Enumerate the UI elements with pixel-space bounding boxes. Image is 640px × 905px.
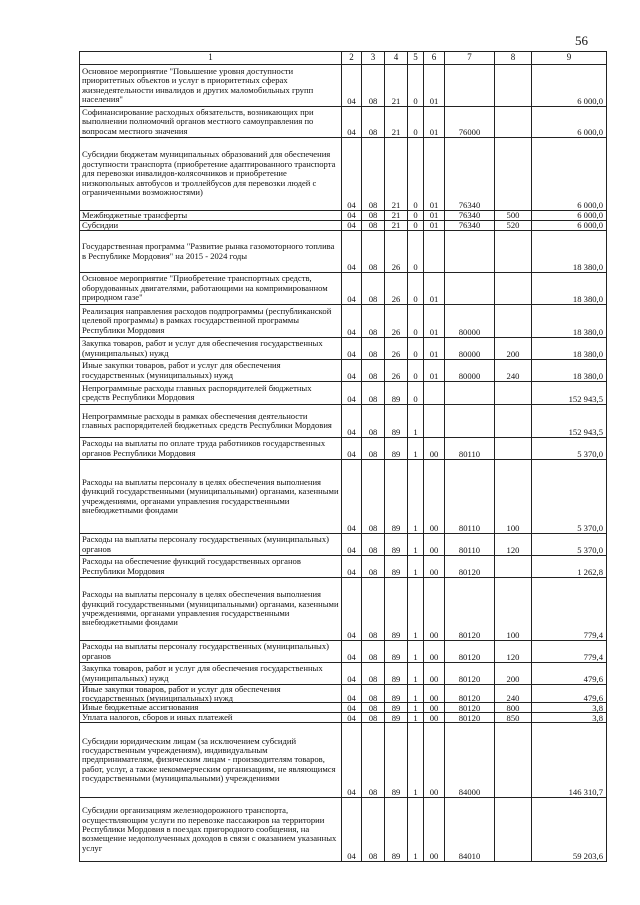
table-row: [80, 211, 607, 221]
row-cell-c7: 80120: [445, 641, 495, 663]
row-cell-c7: [445, 65, 495, 107]
row-cell-c2: 04: [342, 703, 362, 713]
row-cell-c4: 89: [385, 534, 408, 556]
row-cell-c7: 80120: [445, 663, 495, 685]
row-cell-c6: 00: [424, 713, 445, 723]
row-cell-c5: 0: [408, 273, 424, 305]
table-body: [80, 65, 607, 862]
row-name-cell: Непрограммные расходы главных распорядителей бюджетных средств Республики Мордовия: [80, 382, 342, 405]
row-name-cell: Расходы на выплаты по оплате труда работников государственных органов Республики Мордовия: [80, 438, 342, 460]
row-cell-c5: 1: [408, 556, 424, 578]
row-cell-c8: 200: [495, 663, 532, 685]
table-row: [80, 578, 607, 641]
row-cell-c2: 04: [342, 405, 362, 438]
row-cell-c6: 00: [424, 723, 445, 798]
row-cell-c2: 04: [342, 221, 362, 231]
row-name-cell: Субсидии юридическим лицам (за исключением субсидий государственным учреждениям), индивидуальным предпринимателям, физическим лицам - производителям товаров, работ, услуг, а также некоммерческим организациям, не являющимся государственными (муниципальными) учреждениями: [80, 723, 342, 798]
row-cell-c5: 1: [408, 641, 424, 663]
row-cell-c3: 08: [362, 405, 385, 438]
row-cell-c9: 18 380,0: [532, 360, 607, 382]
row-cell-c4: 89: [385, 405, 408, 438]
row-cell-c8: [495, 107, 532, 138]
row-cell-c4: 26: [385, 338, 408, 360]
row-cell-c7: 80000: [445, 360, 495, 382]
row-cell-c8: 800: [495, 703, 532, 713]
col-header-8: 8: [495, 52, 532, 65]
row-cell-c9: 59 203,6: [532, 798, 607, 862]
row-cell-c9: 6 000,0: [532, 107, 607, 138]
row-cell-c8: 500: [495, 211, 532, 221]
row-cell-c5: 1: [408, 703, 424, 713]
row-cell-c8: 850: [495, 713, 532, 723]
row-cell-c4: 89: [385, 578, 408, 641]
row-cell-c7: [445, 405, 495, 438]
row-cell-c3: 08: [362, 65, 385, 107]
col-header-6: 6: [424, 52, 445, 65]
table-row: [80, 360, 607, 382]
row-cell-c9: 479,6: [532, 685, 607, 703]
row-cell-c2: 04: [342, 273, 362, 305]
row-cell-c6: [424, 382, 445, 405]
row-cell-c8: [495, 231, 532, 273]
row-cell-c7: 80120: [445, 713, 495, 723]
row-cell-c4: 26: [385, 231, 408, 273]
row-cell-c9: 18 380,0: [532, 338, 607, 360]
row-cell-c4: 21: [385, 65, 408, 107]
col-header-7: 7: [445, 52, 495, 65]
row-name-cell: Иные бюджетные ассигнования: [80, 703, 342, 713]
row-cell-c3: 08: [362, 578, 385, 641]
row-cell-c5: 0: [408, 305, 424, 338]
row-cell-c5: 1: [408, 578, 424, 641]
row-cell-c6: 01: [424, 138, 445, 211]
row-cell-c9: 18 380,0: [532, 273, 607, 305]
row-cell-c5: 0: [408, 107, 424, 138]
row-cell-c5: 1: [408, 534, 424, 556]
row-cell-c6: 00: [424, 460, 445, 534]
row-cell-c9: 152 943,5: [532, 405, 607, 438]
table-row: [80, 798, 607, 862]
row-cell-c7: 80120: [445, 578, 495, 641]
row-cell-c2: 04: [342, 460, 362, 534]
row-cell-c8: 120: [495, 641, 532, 663]
col-header-4: 4: [385, 52, 408, 65]
row-cell-c6: 00: [424, 438, 445, 460]
table-row: [80, 703, 607, 713]
row-name-cell: Непрограммные расходы в рамках обеспечения деятельности главных распорядителей бюджетных средств Республики Мордовия: [80, 405, 342, 438]
row-cell-c3: 08: [362, 211, 385, 221]
row-cell-c6: 00: [424, 641, 445, 663]
row-cell-c9: 5 370,0: [532, 460, 607, 534]
row-cell-c4: 26: [385, 273, 408, 305]
row-name-cell: Иные закупки товаров, работ и услуг для обеспечения государственных (муниципальных) нужд: [80, 360, 342, 382]
row-name-cell: Расходы на выплаты персоналу в целях обеспечения выполнения функций государственными (муниципальными) органами, казенными учреждениями, органами управления государственными внебюджетными фондами: [80, 460, 342, 534]
row-cell-c6: 01: [424, 338, 445, 360]
row-name-cell: Межбюджетные трансферты: [80, 211, 342, 221]
row-cell-c3: 08: [362, 556, 385, 578]
row-cell-c4: 89: [385, 438, 408, 460]
row-cell-c4: 89: [385, 556, 408, 578]
row-cell-c4: 89: [385, 685, 408, 703]
row-cell-c6: 00: [424, 703, 445, 713]
row-cell-c3: 08: [362, 438, 385, 460]
row-name-cell: Основное мероприятие "Приобретение транспортных средств, оборудованных двигателями, работающими на компримированном природном газе": [80, 273, 342, 305]
row-cell-c2: 04: [342, 556, 362, 578]
table-row: [80, 382, 607, 405]
table-row: [80, 438, 607, 460]
row-cell-c9: 152 943,5: [532, 382, 607, 405]
row-cell-c6: 00: [424, 685, 445, 703]
row-cell-c4: 21: [385, 221, 408, 231]
row-name-cell: Расходы на выплаты персоналу в целях обеспечения выполнения функций государственными (муниципальными) органами, казенными учреждениями, органами управления государственными внебюджетными фондами: [80, 578, 342, 641]
table-row: [80, 713, 607, 723]
table-row: [80, 305, 607, 338]
row-name-cell: Закупка товаров, работ и услуг для обеспечения государственных (муниципальных) нужд: [80, 338, 342, 360]
row-cell-c7: 80110: [445, 460, 495, 534]
row-cell-c5: 0: [408, 211, 424, 221]
row-cell-c6: 00: [424, 663, 445, 685]
row-cell-c2: 04: [342, 65, 362, 107]
row-name-cell: Расходы на выплаты персоналу государственных (муниципальных) органов: [80, 641, 342, 663]
row-cell-c8: 240: [495, 685, 532, 703]
row-name-cell: Закупка товаров, работ и услуг для обеспечения государственных (муниципальных) нужд: [80, 663, 342, 685]
row-cell-c7: [445, 231, 495, 273]
row-cell-c5: 0: [408, 65, 424, 107]
row-cell-c5: 0: [408, 338, 424, 360]
row-cell-c6: [424, 231, 445, 273]
row-cell-c2: 04: [342, 685, 362, 703]
row-cell-c3: 08: [362, 107, 385, 138]
row-cell-c9: 6 000,0: [532, 138, 607, 211]
row-cell-c4: 89: [385, 663, 408, 685]
row-cell-c6: 01: [424, 273, 445, 305]
row-cell-c8: [495, 438, 532, 460]
row-cell-c4: 89: [385, 703, 408, 713]
row-cell-c3: 08: [362, 231, 385, 273]
row-cell-c8: [495, 798, 532, 862]
table-row: [80, 556, 607, 578]
row-cell-c5: 0: [408, 138, 424, 211]
row-cell-c5: 1: [408, 460, 424, 534]
table-row: [80, 273, 607, 305]
row-cell-c3: 08: [362, 460, 385, 534]
row-cell-c9: 18 380,0: [532, 305, 607, 338]
row-cell-c5: 1: [408, 405, 424, 438]
row-cell-c8: [495, 273, 532, 305]
row-cell-c7: 80120: [445, 556, 495, 578]
row-cell-c9: 6 000,0: [532, 65, 607, 107]
row-cell-c7: 76340: [445, 221, 495, 231]
row-cell-c6: 01: [424, 360, 445, 382]
row-name-cell: Уплата налогов, сборов и иных платежей: [80, 713, 342, 723]
row-name-cell: Основное мероприятие "Повышение уровня доступности приоритетных объектов и услуг в приоритетных сферах жизнедеятельности инвалидов и других маломобильных групп населения": [80, 65, 342, 107]
row-cell-c6: 00: [424, 798, 445, 862]
row-cell-c5: 1: [408, 685, 424, 703]
table-row: [80, 138, 607, 211]
row-cell-c3: 08: [362, 798, 385, 862]
row-cell-c2: 04: [342, 578, 362, 641]
row-cell-c8: 120: [495, 534, 532, 556]
row-cell-c4: 89: [385, 713, 408, 723]
row-cell-c6: 01: [424, 221, 445, 231]
row-cell-c7: [445, 273, 495, 305]
row-cell-c7: 84000: [445, 723, 495, 798]
row-cell-c2: 04: [342, 231, 362, 273]
row-cell-c2: 04: [342, 138, 362, 211]
row-cell-c3: 08: [362, 663, 385, 685]
row-cell-c4: 21: [385, 211, 408, 221]
row-cell-c7: 80000: [445, 338, 495, 360]
table-row: [80, 405, 607, 438]
row-name-cell: Государственная программа "Развитие рынка газомоторного топлива в Республике Мордовия" на 2015 - 2024 годы: [80, 231, 342, 273]
table-row: [80, 460, 607, 534]
row-cell-c8: [495, 556, 532, 578]
row-cell-c2: 04: [342, 723, 362, 798]
row-cell-c9: 3,8: [532, 713, 607, 723]
row-cell-c8: [495, 65, 532, 107]
table-row: [80, 641, 607, 663]
row-cell-c5: 0: [408, 360, 424, 382]
row-cell-c8: 100: [495, 460, 532, 534]
row-cell-c3: 08: [362, 338, 385, 360]
row-cell-c2: 04: [342, 305, 362, 338]
table-row: [80, 534, 607, 556]
row-cell-c9: 5 370,0: [532, 534, 607, 556]
row-cell-c8: [495, 138, 532, 211]
row-cell-c8: [495, 305, 532, 338]
row-cell-c2: 04: [342, 713, 362, 723]
col-header-1: 1: [80, 52, 342, 65]
row-cell-c8: 200: [495, 338, 532, 360]
row-cell-c7: 76340: [445, 211, 495, 221]
row-cell-c6: 01: [424, 305, 445, 338]
row-cell-c2: 04: [342, 107, 362, 138]
row-cell-c2: 04: [342, 211, 362, 221]
row-cell-c3: 08: [362, 534, 385, 556]
table-row: [80, 663, 607, 685]
row-cell-c3: 08: [362, 685, 385, 703]
row-cell-c8: [495, 405, 532, 438]
row-cell-c6: 01: [424, 107, 445, 138]
row-cell-c3: 08: [362, 641, 385, 663]
row-cell-c4: 89: [385, 641, 408, 663]
row-cell-c2: 04: [342, 438, 362, 460]
row-cell-c3: 08: [362, 273, 385, 305]
row-cell-c6: [424, 405, 445, 438]
row-cell-c2: 04: [342, 338, 362, 360]
row-cell-c2: 04: [342, 641, 362, 663]
row-cell-c8: 520: [495, 221, 532, 231]
row-cell-c8: 100: [495, 578, 532, 641]
row-cell-c4: 26: [385, 305, 408, 338]
row-cell-c3: 08: [362, 713, 385, 723]
row-cell-c5: 1: [408, 438, 424, 460]
row-cell-c7: [445, 382, 495, 405]
row-cell-c4: 26: [385, 360, 408, 382]
row-cell-c4: 89: [385, 382, 408, 405]
col-header-3: 3: [362, 52, 385, 65]
row-cell-c5: 0: [408, 221, 424, 231]
row-cell-c6: 00: [424, 534, 445, 556]
row-cell-c3: 08: [362, 360, 385, 382]
row-name-cell: Расходы на выплаты персоналу государственных (муниципальных) органов: [80, 534, 342, 556]
row-cell-c8: 240: [495, 360, 532, 382]
row-cell-c7: 76340: [445, 138, 495, 211]
row-cell-c9: 1 262,8: [532, 556, 607, 578]
table-row: [80, 65, 607, 107]
col-header-2: 2: [342, 52, 362, 65]
row-cell-c9: 779,4: [532, 641, 607, 663]
row-cell-c2: 04: [342, 798, 362, 862]
row-cell-c9: 6 000,0: [532, 211, 607, 221]
row-cell-c4: 21: [385, 138, 408, 211]
row-cell-c7: 80000: [445, 305, 495, 338]
row-cell-c6: 00: [424, 578, 445, 641]
budget-table: [79, 51, 607, 862]
row-cell-c2: 04: [342, 663, 362, 685]
table-row: [80, 685, 607, 703]
row-cell-c9: 3,8: [532, 703, 607, 713]
row-cell-c8: [495, 723, 532, 798]
row-cell-c9: 479,6: [532, 663, 607, 685]
row-cell-c3: 08: [362, 305, 385, 338]
row-cell-c5: 1: [408, 713, 424, 723]
row-cell-c5: 0: [408, 382, 424, 405]
row-name-cell: Субсидии: [80, 221, 342, 231]
row-cell-c5: 1: [408, 723, 424, 798]
row-cell-c3: 08: [362, 221, 385, 231]
row-cell-c8: [495, 382, 532, 405]
row-cell-c6: 01: [424, 65, 445, 107]
row-cell-c7: 76000: [445, 107, 495, 138]
row-cell-c9: 146 310,7: [532, 723, 607, 798]
row-cell-c3: 08: [362, 138, 385, 211]
row-cell-c6: 01: [424, 211, 445, 221]
table-row: [80, 338, 607, 360]
row-cell-c7: 84010: [445, 798, 495, 862]
row-cell-c7: 80110: [445, 438, 495, 460]
row-cell-c9: 6 000,0: [532, 221, 607, 231]
table-row: [80, 231, 607, 273]
row-cell-c2: 04: [342, 360, 362, 382]
table-header-row: [80, 52, 607, 65]
col-header-9: 9: [532, 52, 607, 65]
row-cell-c5: 1: [408, 798, 424, 862]
row-name-cell: Иные закупки товаров, работ и услуг для обеспечения государственных (муниципальных) нужд: [80, 685, 342, 703]
row-cell-c7: 80120: [445, 685, 495, 703]
row-cell-c4: 89: [385, 460, 408, 534]
row-cell-c9: 779,4: [532, 578, 607, 641]
row-cell-c5: 1: [408, 663, 424, 685]
row-cell-c4: 21: [385, 107, 408, 138]
row-cell-c2: 04: [342, 382, 362, 405]
row-name-cell: Реализация направления расходов подпрограммы (республиканской целевой программы) в рамках государственной программы Республики Мордовия: [80, 305, 342, 338]
row-name-cell: Субсидии организациям железнодорожного транспорта, осуществляющим услуги по перевозке пассажиров на территории Республики Мордовия в поездах пригородного сообщения, на возмещение недополученных доходов в связи с оказанием указанных услуг: [80, 798, 342, 862]
page-number: 56: [575, 33, 588, 48]
row-cell-c3: 08: [362, 382, 385, 405]
row-cell-c2: 04: [342, 534, 362, 556]
row-cell-c4: 89: [385, 798, 408, 862]
row-name-cell: Софинансирование расходных обязательств, возникающих при выполнении полномочий органов местного самоуправления по вопросам местного значения: [80, 107, 342, 138]
row-cell-c4: 89: [385, 723, 408, 798]
table-row: [80, 221, 607, 231]
row-cell-c3: 08: [362, 703, 385, 713]
table-row: [80, 107, 607, 138]
row-name-cell: Субсидии бюджетам муниципальных образований для обеспечения доступности транспорта (приобретение адаптированного транспорта для перевозки инвалидов-колясочников и приобретение низкопольных автобусов и троллейбусов для перевозки людей с ограниченными возможностями): [80, 138, 342, 211]
row-name-cell: Расходы на обеспечение функций государственных органов Республики Мордовия: [80, 556, 342, 578]
row-cell-c9: 18 380,0: [532, 231, 607, 273]
row-cell-c7: 80120: [445, 703, 495, 713]
row-cell-c5: 0: [408, 231, 424, 273]
row-cell-c3: 08: [362, 723, 385, 798]
row-cell-c9: 5 370,0: [532, 438, 607, 460]
col-header-5: 5: [408, 52, 424, 65]
row-cell-c6: 00: [424, 556, 445, 578]
row-cell-c7: 80110: [445, 534, 495, 556]
table-row: [80, 723, 607, 798]
